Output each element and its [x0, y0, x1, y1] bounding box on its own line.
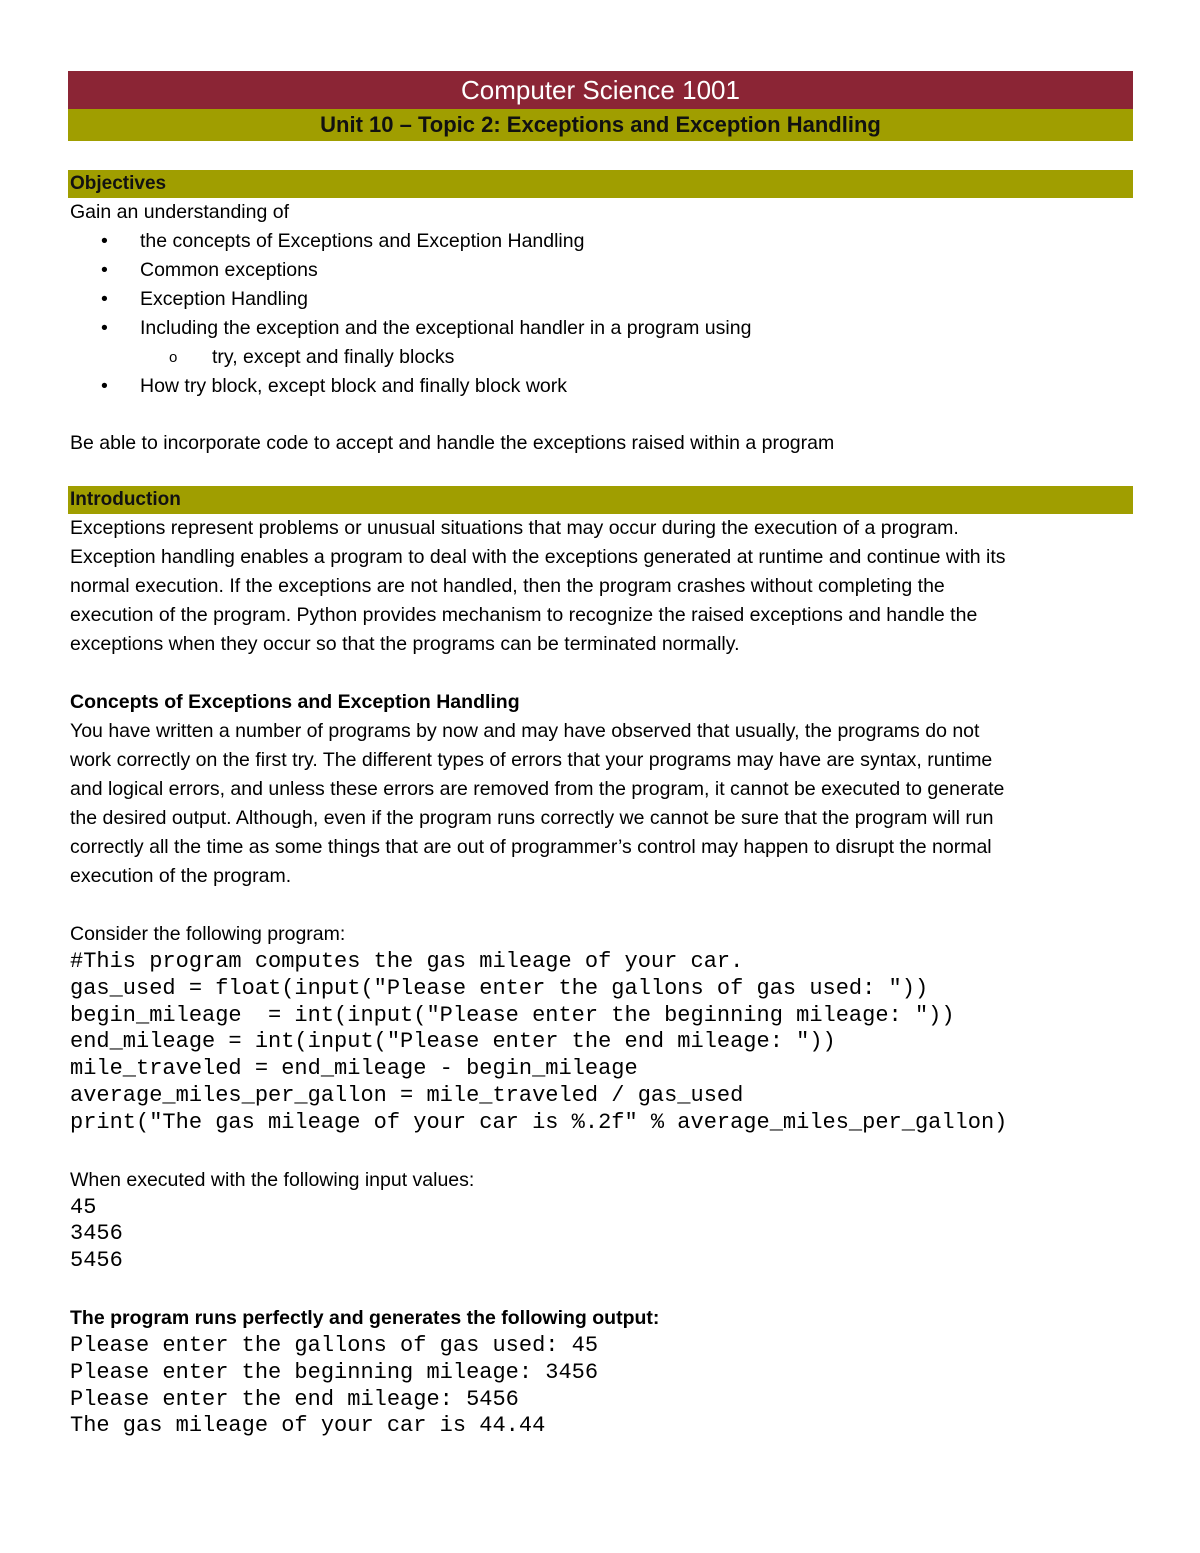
code-line: mile_traveled = end_mileage - begin_mileage [70, 1056, 638, 1082]
inputs-label: When executed with the following input values: [70, 1168, 475, 1191]
input-value: 5456 [70, 1248, 123, 1274]
code-line: begin_mileage = int(input("Please enter the beginning mileage: ")) [70, 1002, 955, 1028]
objective-item: • Including the exception and the exceptional handler in a program using [68, 314, 1133, 343]
paragraph-line: Exceptions represent problems or unusual situations that may occur during the execution of a program. [70, 517, 959, 539]
paragraph-line: normal execution. If the exceptions are not handled, then the program crashes without completing the [70, 575, 945, 597]
input-values-block [68, 1195, 1133, 1275]
document-subtitle-bar [68, 109, 1133, 141]
output-label: The program runs perfectly and generates the following output: [70, 1306, 660, 1329]
code-line: print("The gas mileage of your car is %.2f" % average_miles_per_gallon) [70, 1109, 1008, 1135]
document-title: Computer Science 1001 [461, 74, 740, 105]
output-line: Please enter the end mileage: 5456 [70, 1386, 519, 1412]
objective-item: • How try block, except block and finally block work [68, 372, 1133, 401]
code-line: end_mileage = int(input("Please enter the end mileage: ")) [70, 1029, 836, 1055]
document-subtitle: Unit 10 – Topic 2: Exceptions and Exception Handling [320, 112, 881, 137]
program-output-block [68, 1333, 1133, 1440]
output-line: The gas mileage of your car is 44.44 [70, 1413, 546, 1439]
paragraph-line: execution of the program. [70, 865, 292, 887]
code-line: gas_used = float(input("Please enter the gallons of gas used: ")) [70, 975, 929, 1001]
code-line: average_miles_per_gallon = mile_traveled / gas_used [70, 1082, 744, 1108]
objectives-intro: Gain an understanding of [70, 201, 289, 223]
input-value: 3456 [70, 1221, 123, 1247]
concepts-heading: Concepts of Exceptions and Exception Handling [70, 691, 520, 713]
objectives-heading: Objectives [70, 173, 167, 194]
output-line: Please enter the beginning mileage: 3456 [70, 1359, 599, 1385]
paragraph-line: the desired output. Although, even if the program runs correctly we cannot be sure that the program will run [70, 807, 994, 829]
code-line: #This program computes the gas mileage of your car. [70, 949, 744, 974]
paragraph-line: exceptions when they occur so that the programs can be terminated normally. [70, 633, 740, 655]
document-title-bar [68, 71, 1133, 109]
paragraph-line: work correctly on the first try. The different types of errors that your programs may have are syntax, runtime [70, 749, 993, 771]
document-page [68, 71, 1133, 1440]
objective-item: • Common exceptions [68, 256, 1133, 285]
paragraph-line: Exception handling enables a program to deal with the exceptions generated at runtime and continue with its [70, 546, 1006, 568]
paragraph-line: You have written a number of programs by now and may have observed that usually, the programs do not [70, 720, 980, 742]
introduction-heading: Introduction [70, 489, 181, 510]
input-value: 45 [70, 1194, 97, 1220]
objectives-heading-bar [68, 170, 1133, 198]
concepts-paragraph [68, 717, 1133, 891]
objective-item: • the concepts of Exceptions and Exception Handling [68, 227, 1133, 256]
objective-item: • Exception Handling [68, 285, 1133, 314]
program-label: Consider the following program: [70, 923, 346, 945]
paragraph-line: correctly all the time as some things that are out of programmer’s control may happen to disrupt the normal [70, 836, 992, 858]
objectives-closing: Be able to incorporate code to accept and handle the exceptions raised within a program [70, 432, 835, 454]
paragraph-line: execution of the program. Python provides mechanism to recognize the raised exceptions and handle the [70, 604, 978, 626]
program-code-block [68, 949, 1133, 1137]
output-line: Please enter the gallons of gas used: 45 [70, 1332, 599, 1358]
objectives-list [68, 227, 1133, 401]
introduction-heading-bar [68, 486, 1133, 514]
objective-subitem: o try, except and finally blocks [68, 343, 1133, 372]
introduction-paragraph [68, 514, 1133, 659]
paragraph-line: and logical errors, and unless these errors are removed from the program, it cannot be executed to generate [70, 778, 1005, 800]
